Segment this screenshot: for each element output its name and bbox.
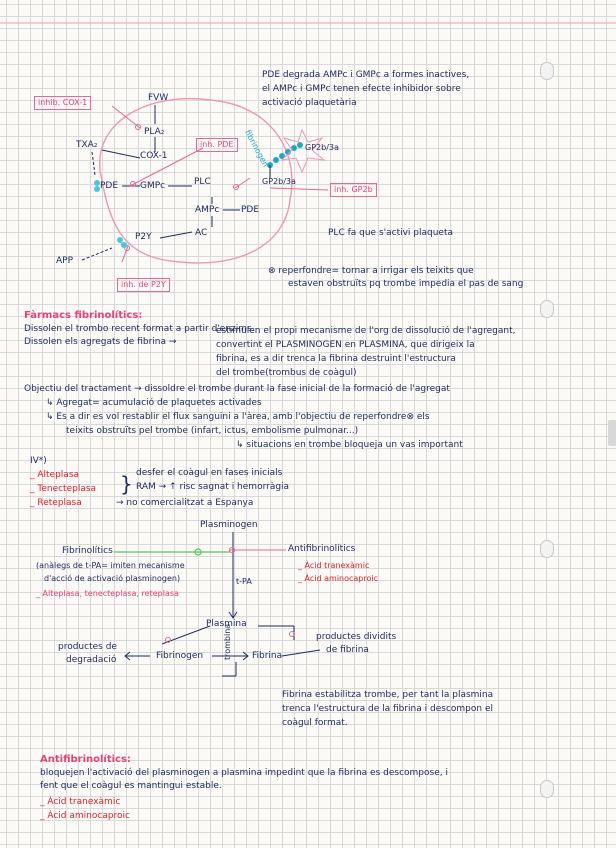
p2y-label: P2Y	[135, 232, 152, 242]
antifibrinolitics-item-2: _ Àcid aminocaproic	[40, 811, 131, 821]
fibrinolitics-list: _ Alteplasa, tenecteplasa, reteplasa	[36, 589, 179, 598]
plasminogen-label: Plasminogen	[200, 520, 258, 530]
pde-left-label: PDE	[100, 181, 119, 191]
antifib-item-1: _ Àcid tranexàmic	[298, 561, 370, 570]
txa2-label: TXA₂	[76, 140, 98, 150]
inh-pde-box: inh. PDE	[196, 138, 238, 152]
situacions-line: ↳ situacions en trombe bloqueja un vas important	[236, 440, 463, 450]
reperfondre-note-1: ⊗ reperfondre= tornar a irrigar els teixits que	[268, 266, 474, 276]
fibrinolitics-desc-1: (anàlegs de t-PA= imiten mecanisme	[36, 561, 185, 570]
fibrinolitics-line-1: Dissolen el trombo recent format a partir d'enzims.	[24, 324, 255, 334]
tpa-label: t-PA	[236, 577, 252, 586]
drugs-note-2: RAM → ↑ risc sagnat i hemorràgia	[136, 482, 290, 492]
divided-products-1: productes dividits	[316, 632, 397, 642]
pde-right-label: PDE	[241, 205, 260, 215]
agregat-line: ↳ Agregat= acumulació de plaquetes activades	[46, 398, 262, 408]
pde-note-line-1: PDE degrada AMPc i GMPc a formes inactives,	[262, 70, 470, 80]
fibrinolitics-line-2a: Dissolen els agregats de fibrina →	[24, 337, 177, 347]
app-label: APP	[56, 256, 74, 266]
fibrinolitics-line-2d: fibrina, es a dir trenca la fibrina destruint l'estructura	[216, 354, 456, 364]
objectiu-line: Objectiu del tractament → dissoldre el trombe durant la fase inicial de la formació de l'agregat	[24, 384, 450, 394]
antifibrinolitics-line-1: bloquejen l'activació del plasminogen a plasmina impedint que la fibrina es descompose, i	[40, 768, 448, 778]
ampc-label: AMPc	[195, 205, 220, 215]
fibrinogen-label: Fibrinogen	[156, 651, 204, 661]
fibrinogen-small-label: fibrinogen	[243, 128, 271, 169]
inh-p2y-box: inh. de P2Y	[117, 278, 170, 292]
inh-cox1-box: inhib. COX-1	[34, 96, 91, 110]
gp2b3a-bottom-label: GP2b/3a	[262, 177, 296, 186]
antifib-item-2: _ Àcid aminocaproic	[298, 574, 379, 583]
esdir-line-2: teixits obstruïts pel trombe (infart, ictus, embolisme pulmonar...)	[66, 426, 359, 436]
plc-note: PLC fa que s'activi plaqueta	[328, 228, 454, 238]
drug-alteplasa: _ Alteplasa	[30, 470, 80, 480]
fibrina-note-1: Fibrina estabilitza trombe, per tant la plasmina	[282, 690, 494, 700]
gmpc-label: GMPc	[140, 181, 166, 191]
fibrinolitics-heading: Fàrmacs fibrinolítics:	[24, 310, 143, 321]
gp2b3a-top-label: GP2b/3a	[305, 143, 339, 152]
fibrinolitics-line-2e: del trombe(trombus de coàgul)	[216, 368, 357, 378]
fvw-label: FVW	[148, 93, 169, 103]
degradation-products-2: degradació	[66, 655, 117, 665]
fibrina-label: Fibrina	[252, 651, 283, 661]
drugs-note-3: → no comercialitzat a Espanya	[116, 498, 254, 508]
fibrinolitics-label: Fibrinolítics	[62, 546, 113, 556]
drug-reteplasa: _ Reteplasa	[30, 498, 82, 508]
pde-note-line-3: activació plaquetària	[262, 98, 357, 108]
inh-gp2b-box: inh. GP2b	[330, 183, 377, 197]
fibrina-note-2: trenca l'estructura de la fibrina i descompon el	[282, 704, 493, 714]
fibrinolitics-desc-2: d'acció de activació plasminogen)	[44, 574, 181, 583]
plc-label: PLC	[194, 177, 211, 187]
esdir-line-1: ↳ Es a dir es vol restablir el flux sanguini a l'àrea, amb l'objectiu de reperfondre⊗ els	[46, 412, 430, 422]
drugs-note-1: desfer el coàgul en fases inicials	[136, 468, 283, 478]
ac-label: AC	[195, 228, 208, 238]
fibrinolitics-line-2b: estimulen el propi mecanisme de l'org de dissolució de l'agregant,	[216, 326, 516, 336]
fibrinolitics-line-2c: convertint el PLASMINOGEN en PLASMINA, que dirigeix la	[216, 340, 475, 350]
divided-products-2: de fibrina	[326, 645, 369, 655]
antifibrinolitics-heading: Antifibrinolítics:	[40, 754, 131, 765]
cox1-label: COX-1	[140, 151, 168, 161]
antifibrinolitics-item-1: _ Àcid tranexàmic	[40, 797, 121, 807]
antifibrinolitics-line-2: fent que el coàgul es mantingui estable.	[40, 781, 222, 791]
drug-tenecteplasa: _ Tenecteplasa	[30, 484, 97, 494]
iv-label: IV*)	[30, 456, 47, 466]
pde-note-line-2: el AMPc i GMPc tenen efecte inhibidor sobre	[262, 84, 461, 94]
antifibrinolitics-label: Antifibrinolítics	[288, 544, 356, 554]
fibrina-note-3: coàgul format.	[282, 718, 348, 728]
degradation-products-1: productes de	[58, 642, 117, 652]
reperfondre-note-2: estaven obstruïts pq trombe impedia el pas de sang	[288, 279, 524, 289]
drugs-brace: }	[120, 472, 133, 496]
plasmina-label: Plasmina	[206, 619, 247, 629]
pla2-label: PLA₂	[144, 127, 165, 137]
trombina-label: trombina	[223, 623, 232, 660]
